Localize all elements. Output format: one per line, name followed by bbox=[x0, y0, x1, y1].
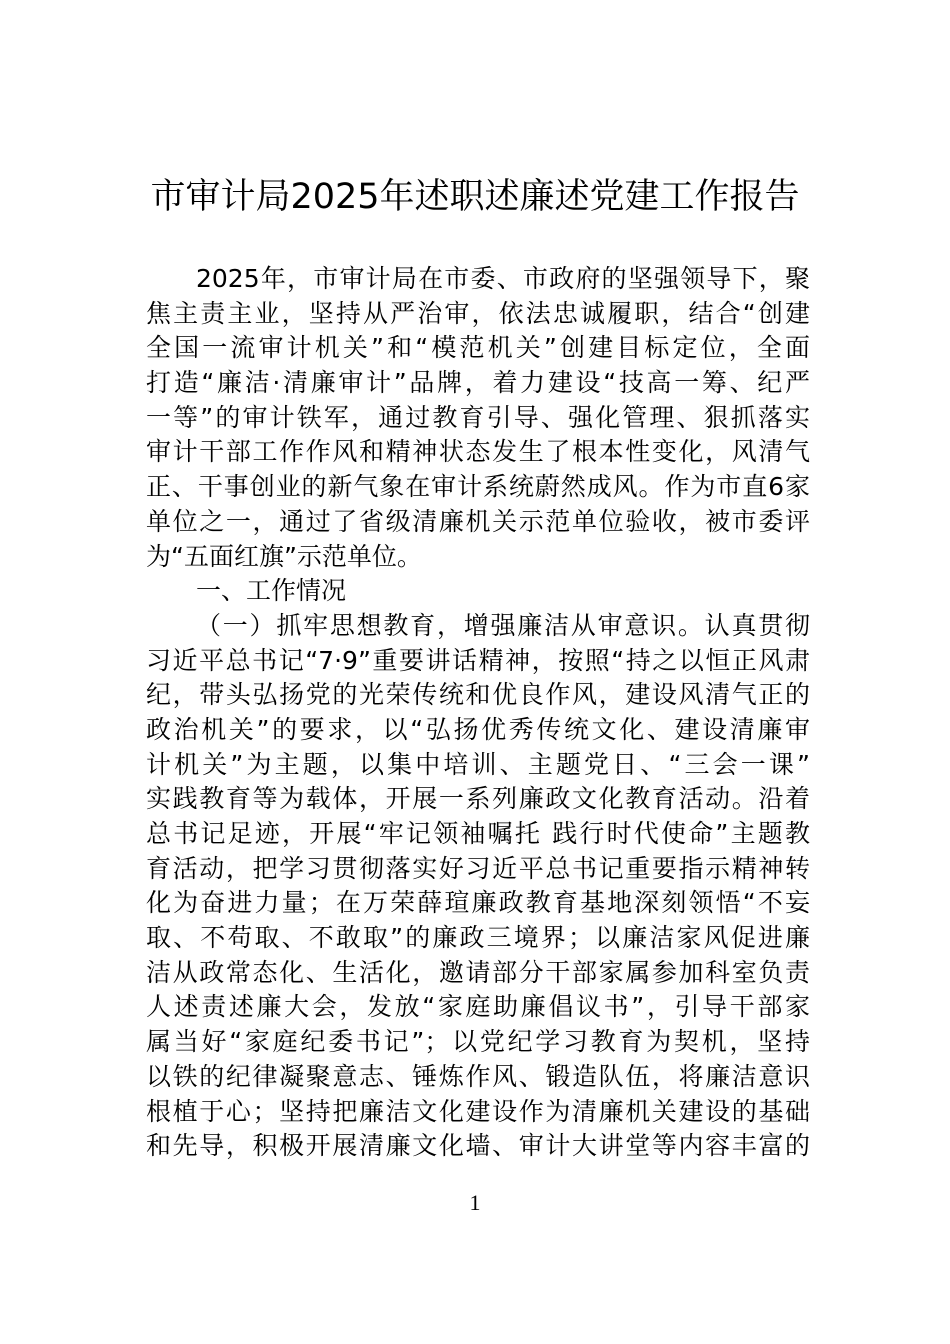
text-line: 为“五面红旗”示范单位。 bbox=[146, 541, 422, 571]
text-line: 习近平总书记“7·9”重要讲话精神，按照“持之以恒正风肃 bbox=[146, 645, 810, 675]
document-title: 市审计局2025年述职述廉述党建工作报告 bbox=[150, 177, 800, 217]
text-line: 单位之一，通过了省级清廉机关示范单位验收，被市委评 bbox=[146, 506, 810, 536]
text-line: 化为奋进力量；在万荣薛瑄廉政教育基地深刻领悟“不妄 bbox=[146, 888, 810, 918]
text-line: 审计干部工作作风和精神状态发生了根本性变化，风清气 bbox=[146, 437, 810, 467]
text-line: 以铁的纪律凝聚意志、锤炼作风、锻造队伍，将廉洁意识 bbox=[146, 1061, 810, 1091]
text-line: 2025年，市审计局在市委、市政府的坚强领导下，聚 bbox=[196, 264, 810, 293]
text-line: 纪，带头弘扬党的光荣传统和优良作风，建设风清气正的 bbox=[146, 680, 810, 710]
text-line: （一）抓牢思想教育，增强廉洁从审意识。认真贯彻 bbox=[196, 610, 810, 640]
text-line: 总书记足迹，开展“牢记领袖嘱托 践行时代使命”主题教 bbox=[146, 819, 810, 848]
text-line: 洁从政常态化、生活化，邀请部分干部家属参加科室负责 bbox=[146, 957, 810, 987]
text-line: 计机关”为主题，以集中培训、主题党日、“三会一课” bbox=[146, 749, 810, 779]
text-line: 属当好“家庭纪委书记”；以党纪学习教育为契机，坚持 bbox=[146, 1027, 810, 1057]
text-line: 正、干事创业的新气象在审计系统蔚然成风。作为市直6家 bbox=[146, 472, 810, 502]
text-line: 人述责述廉大会，发放“家庭助廉倡议书”，引导干部家 bbox=[146, 992, 810, 1022]
text-line: 实践教育等为载体，开展一系列廉政文化教育活动。沿着 bbox=[146, 784, 810, 814]
text-line: 取、不苟取、不敢取”的廉政三境界；以廉洁家风促进廉 bbox=[146, 923, 810, 953]
document-body bbox=[146, 262, 810, 1164]
text-line: 焦主责主业，坚持从严治审，依法忠诚履职，结合“创建 bbox=[146, 298, 810, 328]
page-number: 1 bbox=[469, 1190, 481, 1215]
text-line: 育活动，把学习贯彻落实好习近平总书记重要指示精神转 bbox=[146, 853, 810, 883]
text-line: 一等”的审计铁军，通过教育引导、强化管理、狠抓落实 bbox=[146, 402, 810, 432]
text-line: 全国一流审计机关”和“模范机关”创建目标定位，全面 bbox=[146, 333, 810, 363]
text-line: 根植于心；坚持把廉洁文化建设作为清廉机关建设的基础 bbox=[146, 1096, 810, 1126]
section-heading: 一、工作情况 bbox=[196, 576, 347, 606]
text-line: 打造“廉洁·清廉审计”品牌，着力建设“技高一筹、纪严 bbox=[146, 368, 810, 398]
text-line: 和先导，积极开展清廉文化墙、审计大讲堂等内容丰富的 bbox=[146, 1131, 810, 1161]
text-line: 政治机关”的要求，以“弘扬优秀传统文化、建设清廉审 bbox=[146, 714, 810, 744]
